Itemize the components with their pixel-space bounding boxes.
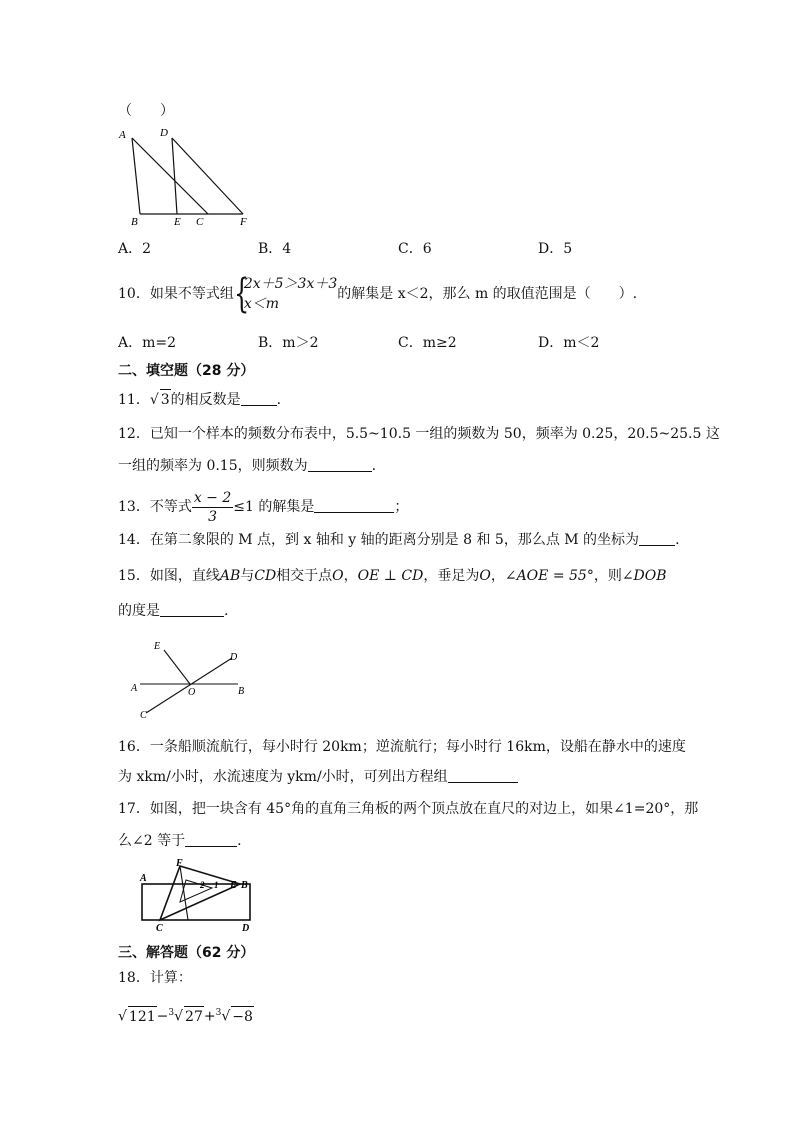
q13-fraction <box>192 489 233 526</box>
q18-root-index-2: 3 <box>215 1008 222 1018</box>
q18-minus: − <box>156 1008 169 1025</box>
q10-choice-c: C．m≥2 <box>398 335 457 351</box>
q15-text-2: 与 <box>240 568 255 584</box>
q18-expression <box>118 1003 254 1027</box>
q15-label-e: E <box>154 641 161 652</box>
q17-line-2-text: 么∠2 等于 <box>118 833 186 849</box>
q12-line-2 <box>118 456 376 476</box>
q17-label-b: B <box>241 880 248 891</box>
q11-end: . <box>276 392 282 408</box>
q9-label-a: A <box>119 129 126 141</box>
sqrt-icon: √ <box>149 392 159 408</box>
q15-text-4: ， <box>343 568 358 584</box>
q13-end: ； <box>394 499 409 515</box>
q18-radicand-2: 27 <box>184 1006 204 1027</box>
cube-root-icon: √ <box>174 1008 184 1025</box>
q13-prefix: 13．不等式 <box>118 499 192 515</box>
q17-line-2 <box>118 831 242 851</box>
q14-end: . <box>675 532 680 548</box>
q9-label-f: F <box>240 216 247 228</box>
q15-angle-aoe: ∠AOE = 55° <box>504 568 594 584</box>
q15-figure <box>128 636 258 722</box>
q13 <box>118 487 408 527</box>
q9-label-c: C <box>196 216 204 228</box>
q11-text: 的相反数是 <box>170 392 241 408</box>
q9-choice-b: B．4 <box>258 241 292 257</box>
cube-root-icon: √ <box>221 1008 231 1025</box>
q17-label-1: 1 <box>214 880 219 890</box>
q13-answer-blank[interactable] <box>314 497 394 513</box>
q15-angle-dob: ∠DOB <box>621 568 667 584</box>
q12-answer-blank[interactable] <box>308 456 372 472</box>
q11 <box>118 389 281 410</box>
q9-figure <box>112 124 262 228</box>
q10-suffix: 的解集是 x＜2，那么 m 的取值范围是（ ）. <box>337 286 638 302</box>
q17-answer-blank[interactable] <box>185 831 237 847</box>
brace-icon: { <box>233 271 250 317</box>
q15-perp: OE ⊥ CD <box>357 568 424 584</box>
q15-answer-blank[interactable] <box>160 601 224 617</box>
q9-choice-d: D．5 <box>538 241 573 257</box>
q14-text: 14．在第二象限的 M 点，到 x 轴和 y 轴的距离分别是 8 和 5，那么点 M 的坐标为 <box>118 532 640 548</box>
q13-denominator: 3 <box>208 508 217 525</box>
q17-line-1: 17．如图，把一块含有 45°角的直角三角板的两个顶点放在直尺的对边上，如果∠1=20°，那 <box>118 801 699 817</box>
q15-text-6: ， <box>490 568 505 584</box>
q15-line-cd: CD <box>254 568 277 584</box>
q15-label-c: C <box>140 710 147 721</box>
q18-title: 18．计算： <box>118 970 192 986</box>
q10-ineq-1: 2x＋5＞3x＋3 <box>243 276 338 292</box>
q18-radicand-3: −8 <box>231 1006 254 1027</box>
q16-line-2-text: 为 xkm/小时，水流速度为 ykm/小时，可列出方程组 <box>118 769 448 785</box>
q15-line-2 <box>118 601 228 621</box>
q14 <box>118 530 680 550</box>
q12-end: . <box>371 458 377 474</box>
q15-point-o: O <box>332 568 344 584</box>
q9-choice-a: A．2 <box>118 241 152 257</box>
sqrt-icon: √ <box>118 1008 127 1025</box>
q17-label-a: A <box>140 873 147 884</box>
q10-ineq-2: x＜m <box>243 296 279 312</box>
q17-label-e: E <box>230 880 237 891</box>
q15-text-7: ，则 <box>593 568 622 584</box>
q17-figure <box>134 858 264 934</box>
q10-stem <box>118 270 637 318</box>
q14-answer-blank[interactable] <box>639 530 675 546</box>
q15-text-1: 15．如图，直线 <box>118 568 220 584</box>
q15-end: . <box>224 603 229 619</box>
q15-label-b: B <box>238 686 245 697</box>
q17-label-f: F <box>176 858 183 869</box>
q12-line-1: 12．已知一个样本的频数分布表中，5.5~10.5 一组的频数为 50，频率为 0.25，20.5~25.5 这 <box>118 426 720 442</box>
q15-line-1 <box>118 566 667 586</box>
q10-choice-d: D．m＜2 <box>538 335 600 351</box>
q11-answer-blank[interactable] <box>241 390 277 406</box>
q10-inequality-system <box>233 271 338 317</box>
q9-label-b: B <box>131 216 138 228</box>
q18-plus: + <box>203 1008 216 1025</box>
q10-choice-b: B．m＞2 <box>258 335 319 351</box>
q11-number: 11． <box>118 392 150 408</box>
q17-end: . <box>237 833 242 849</box>
q13-numerator: x − 2 <box>193 489 232 506</box>
q16-line-1: 16．一条船顺流航行，每小时行 20km；逆流航行；每小时行 16km，设船在静水中的速度 <box>118 739 686 755</box>
q15-point-o-2: O <box>479 568 491 584</box>
q16-answer-blank[interactable] <box>448 767 518 783</box>
q15-line-2-text: 的度是 <box>118 603 160 619</box>
q10-prefix: 10．如果不等式组 <box>118 286 234 302</box>
q17-label-d: D <box>242 923 250 934</box>
q9-choice-c: C．6 <box>398 241 432 257</box>
q16-line-2 <box>118 767 518 787</box>
q9-answer-paren: （ ） <box>118 103 174 119</box>
q18-root-index-1: 3 <box>168 1008 175 1018</box>
q18-radicand-1: 121 <box>128 1006 157 1027</box>
section-3-heading: 三、解答题（62 分） <box>118 945 255 961</box>
q9-label-e: E <box>174 216 181 228</box>
q11-radicand: 3 <box>160 389 171 410</box>
q15-text-3: 相交于点 <box>276 568 333 584</box>
q9-label-d: D <box>160 127 168 139</box>
q15-text-5: ，垂足为 <box>423 568 480 584</box>
q10-choice-a: A．m=2 <box>118 335 177 351</box>
q17-label-c: C <box>156 923 163 934</box>
q15-label-o: O <box>188 687 196 698</box>
q17-label-2: 2 <box>200 880 205 890</box>
q15-label-a: A <box>131 683 138 694</box>
q13-mid: ≤1 的解集是 <box>233 499 315 515</box>
q15-line-ab: AB <box>219 568 241 584</box>
q12-line-2-text: 一组的频率为 0.15，则频数为 <box>118 458 308 474</box>
q15-label-d: D <box>230 652 238 663</box>
section-2-heading: 二、填空题（28 分） <box>118 363 255 379</box>
